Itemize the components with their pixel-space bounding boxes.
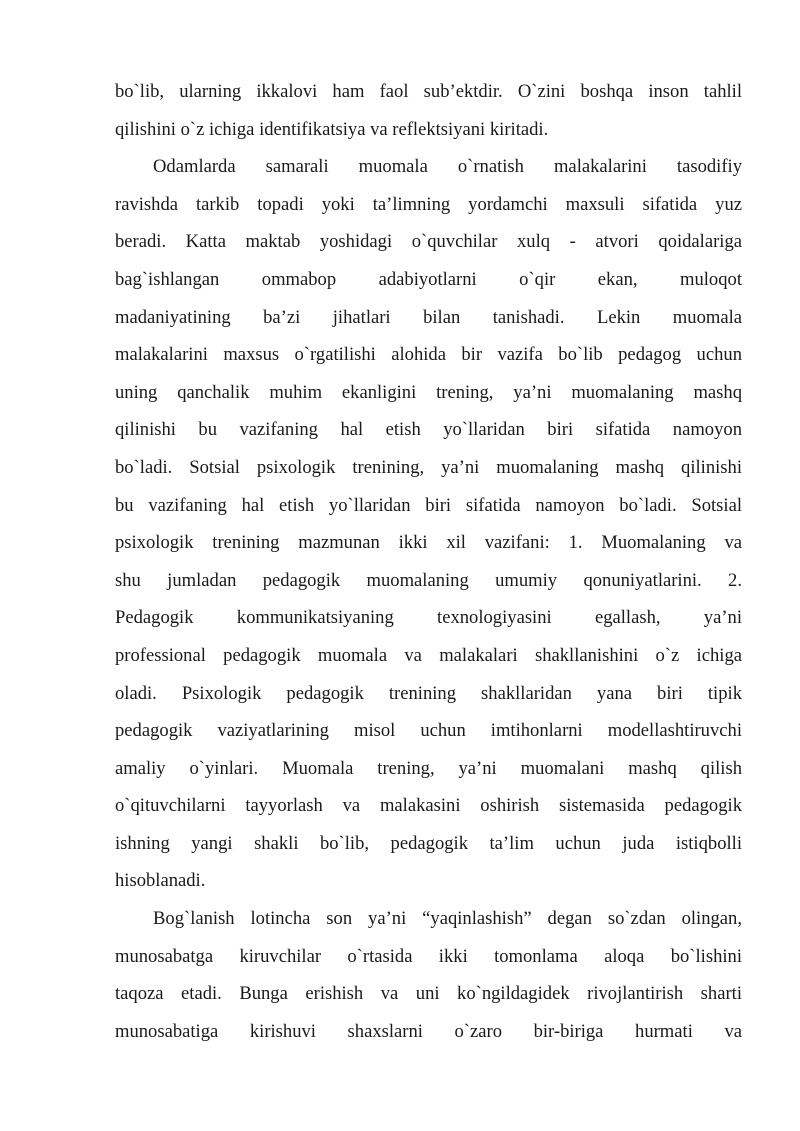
text-line: ishning yangi shakli bo`lib, pedagogik ta’lim uchun juda istiqbolli [115, 832, 742, 854]
text-line: qilinishi bu vazifaning hal etish yo`llaridan biri sifatida namoyon [115, 419, 742, 441]
text-line: shu jumladan pedagogik muomalaning umumiy qonuniyatlarini. 2. [115, 569, 742, 591]
text-line: beradi. Katta maktab yoshidagi o`quvchilar xulq - atvori qoidalariga [115, 231, 742, 253]
text-line: psixologik trenining mazmunan ikki xil vazifani: 1. Muomalaning va [115, 532, 742, 554]
text-line: bag`ishlangan ommabop adabiyotlarni o`qir ekan, muloqot [115, 268, 742, 290]
text-line: uning qanchalik muhim ekanligini trening, ya’ni muomalaning mashq [115, 381, 742, 403]
text-line: qilishini o`z ichiga identifikatsiya va reflektsiyani kiritadi. [115, 118, 549, 140]
text-line: munosabatga kiruvchilar o`rtasida ikki tomonlama aloqa bo`lishini [115, 945, 742, 967]
text-line: professional pedagogik muomala va malakalari shakllanishini o`z ichiga [115, 644, 742, 666]
text-line: o`qituvchilarni tayyorlash va malakasini oshirish sistemasida pedagogik [115, 795, 742, 817]
text-line: hisoblanadi. [115, 870, 206, 892]
text-line: munosabatiga kirishuvi shaxslarni o`zaro bir-biriga hurmati va [115, 1020, 742, 1042]
text-line: Pedagogik kommunikatsiyaning texnologiyasini egallash, ya’ni [115, 607, 742, 629]
text-line: bu vazifaning hal etish yo`llaridan biri sifatida namoyon bo`ladi. Sotsial [115, 494, 742, 516]
text-line: bo`ladi. Sotsial psixologik trenining, ya’ni muomalaning mashq qilinishi [115, 456, 742, 478]
text-line: pedagogik vaziyatlarining misol uchun imtihonlarni modellashtiruvchi [115, 720, 742, 742]
text-line: taqoza etadi. Bunga erishish va uni ko`ngildagidek rivojlantirish sharti [115, 983, 742, 1005]
body-text [115, 73, 742, 1050]
text-line: Odamlarda samarali muomala o`rnatish malakalarini tasodifiy [153, 156, 742, 178]
text-line: ravishda tarkib topadi yoki ta’limning yordamchi maxsuli sifatida yuz [115, 193, 742, 215]
text-line: Bog`lanish lotincha son ya’ni “yaqinlashish” degan so`zdan olingan, [153, 908, 742, 930]
text-line: amaliy o`yinlari. Muomala trening, ya’ni muomalani mashq qilish [115, 757, 742, 779]
text-line: malakalarini maxsus o`rgatilishi alohida bir vazifa bo`lib pedagog uchun [115, 344, 742, 366]
text-line: madaniyatining ba’zi jihatlari bilan tanishadi. Lekin muomala [115, 306, 742, 328]
text-line: oladi. Psixologik pedagogik trenining shakllaridan yana biri tipik [115, 682, 742, 704]
text-line: bo`lib, ularning ikkalovi ham faol sub’ektdir. O`zini boshqa inson tahlil [115, 81, 742, 102]
